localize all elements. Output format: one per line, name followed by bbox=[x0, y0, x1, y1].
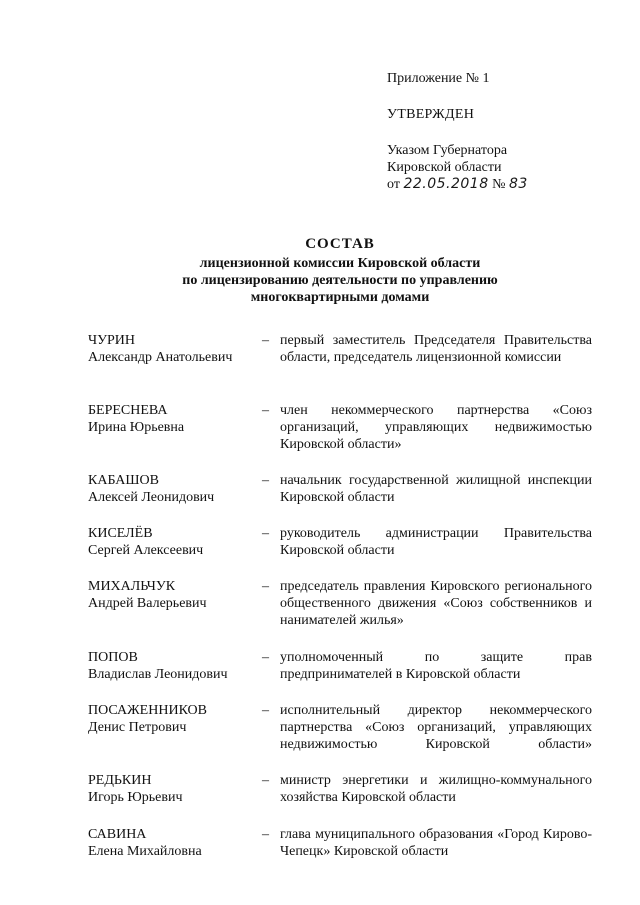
member-dash: – bbox=[262, 773, 269, 788]
member-name bbox=[88, 826, 268, 860]
member-surname: КАБАШОВ bbox=[88, 473, 159, 488]
member-dash: – bbox=[262, 333, 269, 348]
member-name bbox=[88, 472, 268, 506]
approved-label: УТВЕРЖДЕН bbox=[387, 107, 475, 122]
member-surname: МИХАЛЬЧУК bbox=[88, 579, 176, 594]
decree-date-line bbox=[387, 176, 627, 193]
handwritten-date: 22.05.2018 bbox=[403, 176, 489, 192]
member-dash: – bbox=[262, 827, 269, 842]
member-dash: – bbox=[262, 403, 269, 418]
member-name bbox=[88, 772, 268, 806]
member-dash: – bbox=[262, 703, 269, 718]
member-dash: – bbox=[262, 579, 269, 594]
member-name bbox=[88, 332, 268, 366]
member-given-name: Сергей Алексеевич bbox=[88, 543, 204, 558]
member-role: председатель правления Кировского регионального общественного движения «Союз собственников и нанимателей жилья» bbox=[280, 579, 592, 628]
member-given-name: Елена Михайловна bbox=[88, 844, 202, 859]
member-role: исполнительный директор некоммерческого партнерства «Союз организаций, управляющих недвижимостью Кировской области» bbox=[280, 703, 592, 752]
title-line-1: лицензионной комиссии Кировской области bbox=[199, 256, 481, 271]
title-line-2: по лицензированию деятельности по управлению bbox=[182, 273, 498, 288]
member-role: министр энергетики и жилищно-коммунального хозяйства Кировской области bbox=[280, 773, 592, 805]
member-name bbox=[88, 525, 268, 559]
member-role: член некоммерческого партнерства «Союз организаций, управляющих недвижимостью Кировской области» bbox=[280, 403, 592, 452]
member-dash: – bbox=[262, 650, 269, 665]
handwritten-number: 83 bbox=[508, 176, 528, 192]
member-surname: ЧУРИН bbox=[88, 333, 136, 348]
member-surname: РЕДЬКИН bbox=[88, 773, 152, 788]
member-role: руководитель администрации Правительства Кировской области bbox=[280, 526, 592, 558]
member-surname: КИСЕЛЁВ bbox=[88, 526, 153, 541]
appendix-label: Приложение № 1 bbox=[387, 71, 490, 86]
from-prefix: от bbox=[387, 177, 400, 192]
member-name bbox=[88, 578, 268, 612]
decree-line-2: Кировской области bbox=[387, 160, 502, 175]
member-given-name: Игорь Юрьевич bbox=[88, 790, 183, 805]
number-prefix: № bbox=[492, 177, 506, 192]
member-given-name: Ирина Юрьевна bbox=[88, 420, 185, 435]
member-role: первый заместитель Председателя Правительства области, председатель лицензионной комиссии bbox=[280, 333, 592, 365]
member-role: глава муниципального образования «Город Кирово-Чепецк» Кировской области bbox=[280, 827, 592, 859]
member-role: начальник государственной жилищной инспекции Кировской области bbox=[280, 473, 592, 505]
member-surname: БЕРЕСНЕВА bbox=[88, 403, 168, 418]
member-surname: САВИНА bbox=[88, 827, 147, 842]
member-dash: – bbox=[262, 473, 269, 488]
member-name bbox=[88, 402, 268, 436]
member-given-name: Денис Петрович bbox=[88, 720, 187, 735]
member-surname: ПОСАЖЕННИКОВ bbox=[88, 703, 208, 718]
member-given-name: Александр Анатольевич bbox=[88, 350, 233, 365]
decree-line-1: Указом Губернатора bbox=[387, 143, 508, 158]
member-dash: – bbox=[262, 526, 269, 541]
member-role: уполномоченный по защите прав предпринимателей в Кировской области bbox=[280, 650, 592, 682]
approval-block bbox=[387, 70, 627, 193]
member-given-name: Андрей Валерьевич bbox=[88, 596, 207, 611]
member-surname: ПОПОВ bbox=[88, 650, 138, 665]
member-given-name: Алексей Леонидович bbox=[88, 490, 215, 505]
member-name bbox=[88, 649, 268, 683]
title-line-3: многоквартирными домами bbox=[250, 290, 430, 305]
title-main: СОСТАВ bbox=[305, 236, 375, 252]
member-given-name: Владислав Леонидович bbox=[88, 667, 228, 682]
member-name bbox=[88, 702, 268, 736]
document-title bbox=[60, 236, 620, 306]
